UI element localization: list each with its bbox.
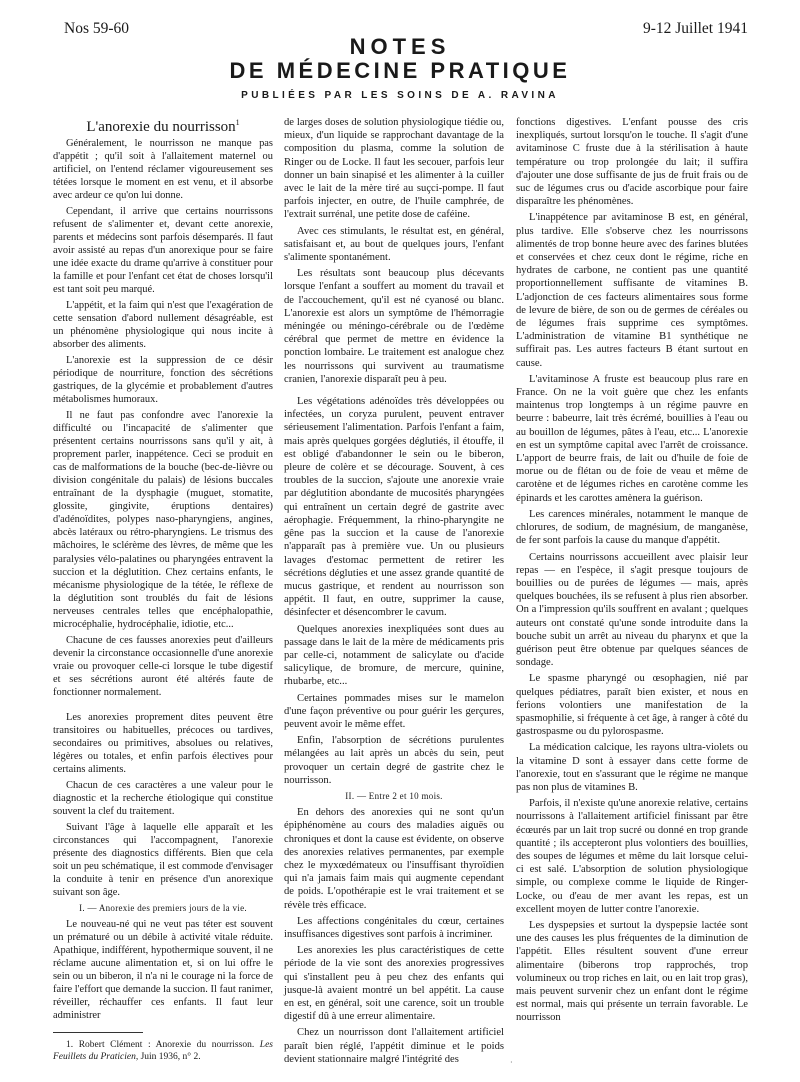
article-title: L'anorexie du nourrisson$^1$: [86, 118, 240, 135]
paragraph: Les anorexies proprement dites peuvent être transitoires ou habituelles, précoces ou tardives, secondaires ou primitives, absolues ou relatives, légères ou totales, et enfin parfois électives pour certains aliments.: [53, 711, 273, 775]
paragraph: L'appétit, et la faim qui n'est que l'exagération de cette sensation d'abord nullement désagréable, est un phénomène physiologique qui nous incite à absorber des aliments.: [53, 300, 273, 351]
page-mark: ·: [510, 1058, 513, 1067]
paragraph: Quelques anorexies inexpliquées sont dues au passage dans le lait de la mère de médicaments pris par celle-ci, notamment de salicylate ou d'acide salicylique, de bromure, de mercure, quinine, rhubarbe, etc...: [284, 623, 504, 688]
section-heading: II. — Entre 2 et 10 mois.: [345, 790, 443, 801]
paragraph: Chacune de ces fausses anorexies peut d'ailleurs devenir la circonstance occasionnelle d'une anorexie vraie ou provoquer celle-ci lorsque le tube digestif et ses sécrétions auront été altérés faute de fonctionner normalement.: [53, 634, 273, 698]
issue-date: 9-12 Juillet 1941: [642, 20, 748, 37]
paragraph: Cependant, il arrive que certains nourrissons refusent de s'alimenter et, devant cette anorexie, parents et médecins sont parfois désemparés. Il faut avoir assisté au repas d'un anorexique pour se faire une idée exacte du drame qu'arrive à constituer pour la famille et pour l'enfant cet état de choses lorsqu'il est tant soit peu marqué.: [53, 206, 273, 296]
column-2: [284, 116, 504, 1069]
paragraph: Les anorexies les plus caractéristiques de cette période de la vie sont des anorexies progressives qui s'installent peu à peu chez des enfants qui jusque-là avaient montré un bel appétit. La cause en est, en général, soit une carence, soit un trouble digestif dû à une erreur alimentaire.: [284, 945, 504, 1023]
title-footnote-marker: 1: [235, 118, 240, 127]
paragraph: Généralement, le nourrisson ne manque pas d'appétit ; qu'il soit à l'allaitement maternel ou artificiel, on l'entend réclamer vigoureusement ses tétées lorsque le moment en est venu, et il absorbe avec ardeur ce qu'on lui donne.: [53, 138, 273, 202]
paragraph: La médication calcique, les rayons ultra-violets ou la vitamine D sont à essayer dans cette forme de l'anorexie, tout en s'assurant que le régime ne manque pas non plus de vitamines B.: [516, 742, 748, 793]
paragraph: Les végétations adénoïdes très développées ou infectées, un coryza purulent, peuvent entraver sérieusement l'alimentation. Parfois l'enfant a faim, mais après quelques gorgées déglutiés, il étouffe, il est obligé d'abandonner le sein ou le biberon, pleure de colère et se décourage. Souvent, à ces troubles de la succion, s'ajoute une anorexie vraie par déglutition abondante de mucosités pharyngées qui entraînent un certain degré de gastrite avec aérophagie. Fréquemment, la rhino-pharyngite ne gêne pas la succion et la cause de l'anorexie n'apparaît pas à première vue. Un ou plusieurs lavages d'estomac permettent de retirer les sécrétions dégluties et une assez grande quantité de mucus gastrique, et rendent au nourrisson son appétit. Il faut, en outre, supprimer la cause, désinfecter et désencombrer le cavum.: [284, 396, 504, 619]
paragraph: Parfois, il n'existe qu'une anorexie relative, certains nourrissons à l'allaitement artificiel finissant par être écœurés par un lait trop sucré ou donné en trop grande quantité ; ils accepteront plus volontiers des bouillies, des soupes de légumes et même du lait lorsque celui-ci est salé. L'absorption de solution physiologique simple, ou complexe comme le liquide de Ringer-Locke, ou d'eau de mer avant les repas, est un excellent moyen de lutter contre l'anorexie.: [516, 798, 748, 915]
journal-subtitle: PUBLIÉES PAR LES SOINS DE A. RAVINA: [241, 90, 559, 101]
paragraph: Certaines pommades mises sur le mamelon d'une façon préventive ou pour guérir les gerçures, peuvent avoir le même effet.: [284, 692, 504, 730]
paragraph: L'anorexie est la suppression de ce désir périodique de nourriture, fonction des sécrétions gastriques, de la glycémie et probablement d'autres métabolismes humoraux.: [53, 355, 273, 406]
paragraph: de larges doses de solution physiologique tiédie ou, mieux, d'un liquide se rapprochant davantage de la composition du plasma, comme la solution de Ringer ou de Locke. Il faut les secouer, parfois leur donner un bain sinapisé et les alimenter à la cuiller avec le lait de la mère tiré au suçci-pompe. Il faut parfois injecter, en outre, de l'huile camphrée, de l'extrait surrénal, une petite dose de caféine.: [284, 117, 504, 221]
paragraph: Suivant l'âge à laquelle elle apparaît et les circonstances qui l'accompagnent, l'anorexie présente des diagnostics différents. Bien que cela soit un peu schématique, il est commode d'envisager la conduite à tenir en présence d'un anorexique suivant son âge.: [53, 821, 273, 898]
footnote: 1. Robert Clément : Anorexie du nourrisson. Les Feuillets du Praticien, Juin 1936, n° 2.: [53, 1040, 273, 1063]
paragraph: Le nouveau-né qui ne veut pas téter est souvent un prématuré ou un débile à activité vitale réduite. Apathique, indifférent, hypothermique souvent, il ne réclame aucune alimentation et, si on lui offre le sein ou un biberon, il n'a ni le courage ni la force de faire l'effort que demande la succion. Il faut ranimer, réveiller, réchauffer ces enfants. Il faut leur administrer: [53, 918, 273, 1022]
paragraph: Les dyspepsies et surtout la dyspepsie lactée sont une des causes les plus fréquentes de la diminution de l'appétit. Elles résultent souvent d'une erreur alimentaire (biberons trop rapprochés, trop volumineux ou trop riches en lait, ou en lait trop gras), mais peuvent survenir chez un enfant dont le régime est normal, mais qui présente un terrain favorable. Le nourrisson: [516, 919, 748, 1024]
section-heading: I. — Anorexie des premiers jours de la vie.: [79, 902, 247, 913]
paragraph: Les résultats sont beaucoup plus décevants lorsque l'enfant a souffert au moment du travail et de l'accouchement, qu'il est né cyanosé ou blanc. L'anorexie est alors un symptôme de l'hémorragie méningée ou méningo-cérébrale ou de l'œdème cérébral que permet de mettre en évidence la ponction lombaire. Le traitement est analogue chez les nourrissons qui survivent au traumatisme cranien, l'anorexie disparaît peu à peu.: [284, 268, 504, 385]
paragraph: Il ne faut pas confondre avec l'anorexie la difficulté ou l'incapacité de s'alimenter que présentent certains nourrissons sans qu'il y ait, à proprement parler, inappétence. Ceci se produit en cas de malformations de la bouche (bec-de-lièvre ou division congénitale du palais) de lésions buccales entraînant de la dysphagie (muguet, stomatite, glossite, gingivite, éruptions dentaires) d'adénoïdites, polypes naso-pharyngiens, angines, abcès latéraux ou rétro-pharyngiens. Le trismus des mâchoires, le sclérème des lèvres, de même que les paralysies vélo-palatines ou pharyngées entravent la succion et la déglutition. Chez certains enfants, le mécanisme physiologique de la tétée, le réflexe de la déglutition sont troublés du fait de lésions nerveuses centrales telles que encéphalopathie, microcéphalie, hydrocéphalie, idiotie, etc...: [53, 410, 273, 630]
paragraph: L'inappétence par avitaminose B est, en général, plus tardive. Elle s'observe chez les nourrissons alimentés de trop bonne heure avec des farines blutées et conservées et chez ceux dont le régime, riche en hydrates de carbone, ne contient pas une quantité proportionnellement suffisante de vitamines B. L'adjonction de ces facteurs alimentaires sous forme de levure de bière, de son ou de germes de céréales ou de légumes frais supprime ces symptômes. L'administration de vitamine B1 synthétique ne suffirait pas. Les autres facteurs B étant surtout en cause.: [516, 212, 748, 369]
paragraph: Chacun de ces caractères a une valeur pour le diagnostic et la recherche étiologique qui constitue souvent la clef du traitement.: [53, 779, 273, 817]
paragraph: Le spasme pharyngé ou œsophagien, nié par quelques pédiatres, paraît bien exister, et nous en ferions volontiers une manifestation de la spasmophilie, si fréquente à cet âge, à ranger à côté du gastrospasme ou du pylorospasme.: [516, 673, 748, 738]
column-3: [516, 116, 748, 1028]
paragraph: L'avitaminose A fruste est beaucoup plus rare en France. On ne la voit guère que chez les enfants maintenus trop longtemps à un régime pauvre en beurre : babeurre, lait très écrémé, bouillies à l'eau ou au bouillon de légumes, pâtes à l'eau, etc... L'anorexie en est un symptôme capital avec l'arrêt de croissance. L'apport de beurre frais, de lait ou d'huile de foie de morue ou de flétan ou de foie de veau et même de carotène et de légumes riches en carotène comme les épinards et les carottes amènera la guérison.: [516, 373, 748, 504]
journal-title-line1: NOTES: [349, 34, 451, 59]
paragraph: fonctions digestives. L'enfant pousse des cris inexpliqués, surtout lorsqu'on le touche. Il s'agit d'une avitaminose C fruste due à la stérilisation à haute température ou trop prolongée du lait; il suffira d'ajouter une dose suffisante de jus de fruit frais ou de suc de légumes crus ou d'acide ascorbique pour faire disparaître les phénomènes.: [516, 117, 748, 208]
issue-number: Nos 59-60: [64, 20, 130, 37]
paragraph: Certains nourrissons accueillent avec plaisir leur repas — en l'espèce, il s'agit presque toujours de bouillies ou de purées de légumes — mais, après quelques bouchées, ils se refusent à plus rien absorber. On a l'impression qu'ils souffrent en avalant ; quelques auteurs ont constaté qu'une sonde introduite dans la bouche subit un arrêt au niveau du pharynx et que la guérison peut être obtenue par quelques séances de sondage.: [516, 551, 748, 669]
paragraph: Les carences minérales, notamment le manque de chlorures, de sodium, de magnésium, de manganèse, de fer sont parfois la cause du manque d'appétit.: [516, 508, 748, 547]
paragraph: En dehors des anorexies qui ne sont qu'un épiphénomène au cours des maladies aiguës ou chroniques et dont la cause est évidente, on observe des anorexies relatives permanentes, par exemple chez le myxœdémateux ou l'insuffisant thyroïdien qui n'a jamais faim mais qui augmente cependant de poids. L'opothérapie est le vrai traitement et se révèle très efficace.: [284, 807, 504, 911]
journal-title-line2: DE MÉDECINE PRATIQUE: [229, 58, 571, 83]
paragraph: Enfin, l'absorption de sécrétions purulentes mélangées au lait après un abcès du sein, peut provoquer un certain degré de gastrite chez le nourrisson.: [284, 735, 504, 786]
paragraph: Chez un nourrisson dont l'allaitement artificiel paraît bien réglé, l'appétit diminue et le poids devient stationnaire malgré l'intégrité des: [284, 1027, 504, 1065]
paragraph: Les affections congénitales du cœur, certaines insuffisances digestives sont parfois à incriminer.: [284, 915, 504, 940]
column-1: [53, 116, 273, 1066]
footnote-rule: [53, 1032, 143, 1033]
paragraph: Avec ces stimulants, le résultat est, en général, satisfaisant et, au bout de quelques jours, l'enfant s'alimente spontanément.: [284, 225, 504, 264]
